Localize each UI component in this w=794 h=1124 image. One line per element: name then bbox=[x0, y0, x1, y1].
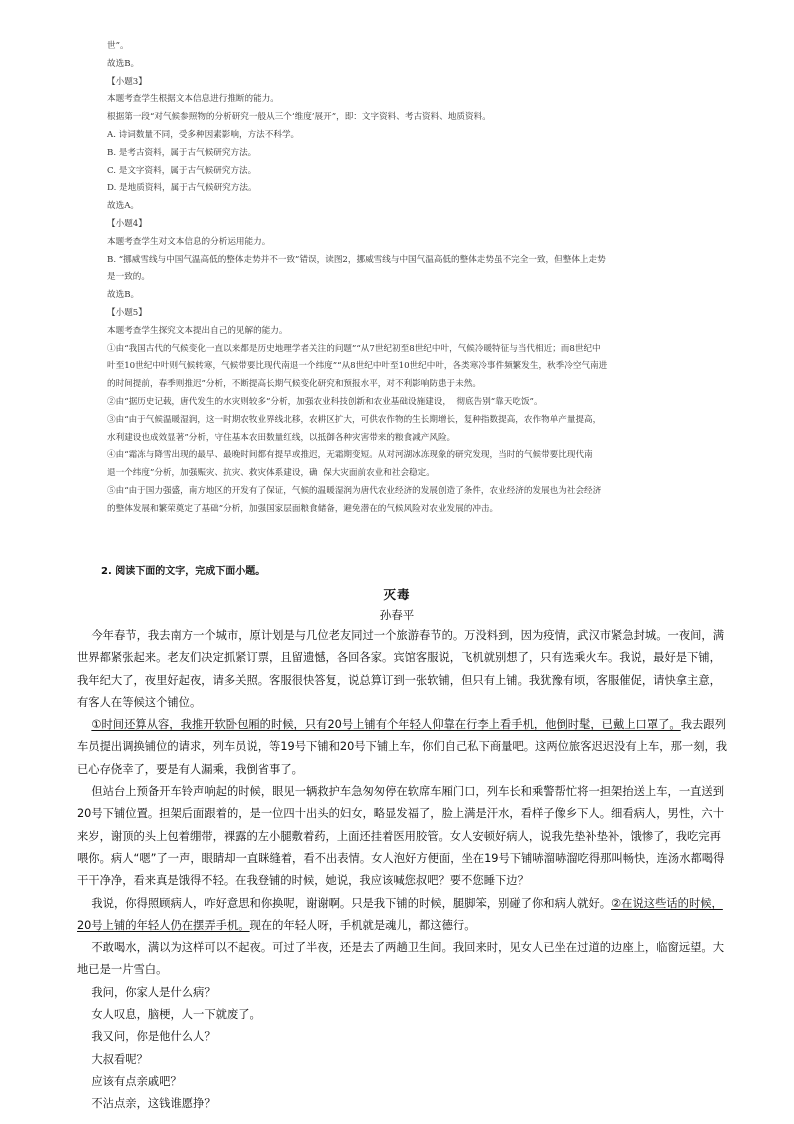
answer-line: 故选A。 bbox=[107, 201, 139, 212]
paragraph-text: 我说，你得照顾病人，咋好意思和你换呢，谢谢啊。只是我下铺的时候，腿脚笨，别碰了你和病人就好。 bbox=[77, 896, 612, 910]
answer-line: ③由“由于气候温暖湿润，这一时期农牧业界线北移，农耕区扩大，可供农作物的生长期增长，复种指数提高，农作物单产量提高， bbox=[107, 414, 602, 425]
answer-line: 故选B。 bbox=[107, 290, 140, 301]
answer-line: C. 是文字资料，属于古气候研究方法。 bbox=[107, 165, 257, 176]
story-title: 灭毒 bbox=[383, 587, 411, 602]
answer-line: 【小题4】 bbox=[107, 218, 147, 229]
answer-line: 根据第一段“对气候参照物的分析研究一般从三个‘维度’展开”，即：文字资料、考古资料、地质资料。 bbox=[107, 112, 491, 123]
answer-line: 【小题5】 bbox=[107, 307, 147, 318]
answer-line: 的时间提前，春季则推迟”分析，不断提高长期气候变化研究和预报水平，对不利影响防患于未然。 bbox=[107, 379, 481, 390]
paragraph bbox=[77, 714, 729, 781]
paragraph bbox=[77, 893, 729, 938]
answer-line: B. 是考古资料，属于古气候研究方法。 bbox=[107, 147, 257, 158]
answer-line: ②由“据历史记载，唐代发生的水灾则较多”分析，加强农业科技创新和农业基础设施建设， 彻底告别“靠天吃饭”。 bbox=[107, 396, 543, 407]
answer-line: 【小题3】 bbox=[107, 76, 147, 87]
answer-line: B. “挪威雪线与中国气温高低的整体走势并不一致”错误，读图2，挪威雪线与中国气温高低的整体走势虽不完全一致，但整体上走势 bbox=[107, 254, 606, 265]
answer-line: ⑤由“由于国力强盛，南方地区的开发有了保证，气候的温暖湿润为唐代农业经济的发展创造了条件，农业经济的发展也为社会经济 bbox=[107, 485, 602, 496]
answer-line: 是一致的。 bbox=[107, 272, 150, 283]
answer-line: ①由“我国古代的气候变化一直以来都是历史地理学者关注的问题”“从7世纪初至8世纪中叶，气候冷暖特征与当代相近；而8世纪中 bbox=[107, 343, 601, 354]
answer-line: 世”。 bbox=[107, 41, 129, 51]
answer-line: 水利建设也成效显著”分析，守住基本农田数量红线，以抵御各种灾害带来的粮食减产风险。 bbox=[107, 432, 456, 443]
dialogue-line: 大叔看呢？ bbox=[77, 1052, 148, 1066]
question-2-heading: 2. 阅读下面的文字，完成下面小题。 bbox=[101, 566, 266, 577]
answer-line: 退一个纬度”分析，加强赈灾、抗灾、救灾体系建设，确 保大灾面前农业和社会稳定。 bbox=[107, 468, 435, 479]
dialogue-line: 我问，你家人是什么病？ bbox=[77, 985, 216, 999]
paragraph: 不敢喝水，满以为这样可以不起夜。可过了半夜，还是去了两趟卫生间。我回来时，见女人已坐在过道的边座上，临窗远望。大地已是一片雪白。 bbox=[77, 941, 725, 977]
answer-line: 的整体发展和繁荣奠定了基础”分析，加强国家层面粮食储备，避免潜在的气候风险对农业发展的冲击。 bbox=[107, 503, 499, 514]
underlined-sentence-1: ①时间还算从容，我推开软卧包厢的时候，只有20号上铺有个年轻人仰靠在行李上看手机，他倒时髦，已戴上口罩了。 bbox=[91, 718, 681, 732]
paragraph: 今年春节，我去南方一个城市，原计划是与几位老友同过一个旅游春节的。万没料到，因为疫情，武汉市紧急封城。一夜间，满世界都紧张起来。老友们决定抓紧订票，且留遗憾，各回各家。宾馆客服说，飞机就别想了，只有选乘火车。我说，最好是下铺，我年纪大了，夜里好起夜，请多关照。客服很快答复，说总算订到一张软铺，但只有上铺。我犹豫有顷，客服催促，请快拿主意，有客人在等候这个铺位。 bbox=[77, 629, 725, 709]
story-author: 孙春平 bbox=[379, 608, 415, 622]
dialogue-line: 不沾点亲，这钱谁愿挣？ bbox=[77, 1097, 216, 1111]
paragraph-text: 我去跟列车员提出调换铺位的请求，列车员说，等19号下铺和20号下铺上车，你们自己私下商量吧。这两位旅客迟迟没有上车，那一刻，我已心存侥幸了，要是有人漏乘，我倒省事了。 bbox=[77, 718, 728, 776]
answer-line: 叶至10世纪中叶则气候转寒，气候带要比现代南退一个纬度”“从8世纪中叶至10世纪中叶，各类寒冷事件频繁发生，秋季冷空气南进 bbox=[107, 361, 608, 372]
underlined-sentence-2: ②在说这些话的时候，20号上铺的年轻人仍在摆弄手机。 bbox=[77, 896, 723, 932]
answer-line: 本题考查学生探究文本提出自己的见解的能力。 bbox=[107, 325, 288, 336]
answer-line: 故选B。 bbox=[107, 58, 140, 69]
story-body bbox=[77, 625, 729, 1116]
dialogue-line: 我又问，你是他什么人？ bbox=[77, 1030, 216, 1044]
answer-line: 本题考查学生对文本信息的分析运用能力。 bbox=[107, 236, 271, 247]
paragraph-text: 现在的年轻人呀，手机就是魂儿，都这德行。 bbox=[249, 918, 476, 932]
answer-line: D. 是地质资料，属于古气候研究方法。 bbox=[107, 183, 257, 194]
dialogue-line: 女人叹息，脑梗，人一下就废了。 bbox=[77, 1008, 261, 1022]
answer-line: ④由“霜冻与降雪出现的最早、最晚时间都有提早或推迟，无霜期变短。从对河湖冰冻现象的研究发现，当时的气候带要比现代南 bbox=[107, 450, 593, 461]
paragraph: 但站台上预备开车铃声响起的时候，眼见一辆救护车急匆匆停在软席车厢门口，列车长和乘警帮忙将一担架抬送上车，一直送到20号下铺位置。担架后面跟着的，是一位四十出头的妇女，略显发福了，脸上满是汗水，看样子像乡下人。细看病人，男性，六十来岁，谢顶的头上包着绷带，裸露的左小腿敷着药，上面还挂着医用胶管。女人安顿好病人，说我先垫补垫补，饿惨了，我吃完再喂你。病人“嗯”了一声，眼睛却一直眯缝着，看不出表情。女人泡好方便面，坐在19号下铺哧溜哧溜吃得那叫畅快，连汤水都喝得干干净净，看来真是饿得不轻。在我登铺的时候，她说，我应该喊您叔吧？要不您睡下边？ bbox=[77, 785, 725, 888]
answer-line: A. 诗词数量不同，受多种因素影响，方法不科学。 bbox=[107, 129, 300, 140]
dialogue-line: 应该有点亲戚吧？ bbox=[77, 1074, 182, 1088]
answer-line: 本题考查学生根据文本信息进行推断的能力。 bbox=[107, 94, 279, 105]
answer-explanations bbox=[107, 38, 727, 519]
